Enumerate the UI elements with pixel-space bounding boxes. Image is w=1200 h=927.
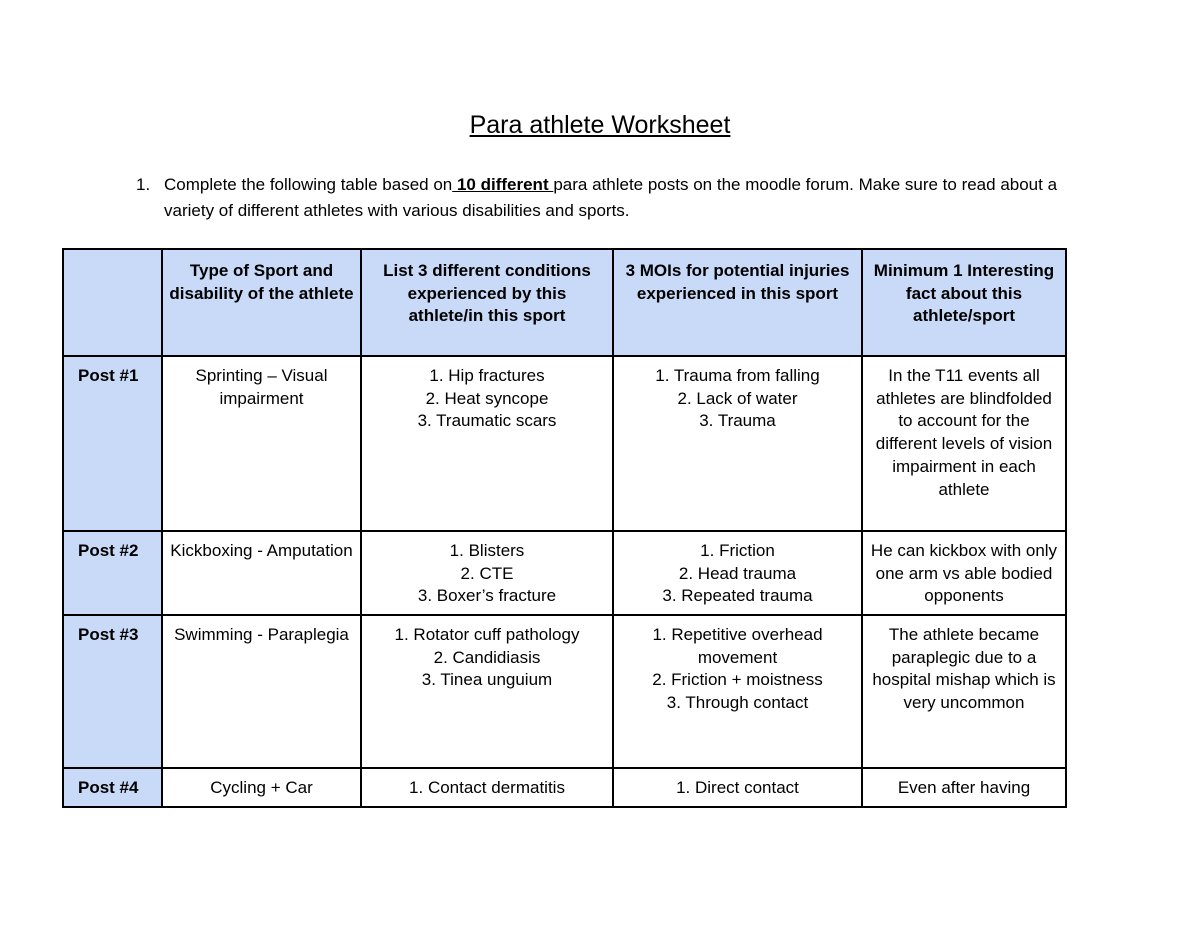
post-label: Post #2 [63, 531, 162, 615]
list-item: 1. Repetitive overhead movement [652, 625, 823, 667]
sport-cell: Swimming - Paraplegia [162, 615, 361, 768]
list-item: 1. Contact dermatitis [409, 778, 565, 797]
athlete-table [62, 248, 1067, 808]
table-row [63, 356, 1066, 531]
table-row [63, 768, 1066, 807]
fact-cell: The athlete became paraplegic due to a hospital mishap which is very uncommon [862, 615, 1066, 768]
header-cell-empty [63, 249, 162, 356]
table-row [63, 615, 1066, 768]
list-item: 2. CTE [460, 563, 514, 583]
list-item: 3. Repeated trauma [662, 586, 813, 606]
mois-cell [613, 615, 862, 768]
list-item: 2. Lack of water [677, 388, 798, 408]
conditions-cell [361, 531, 613, 615]
list-item: 3. Through contact [666, 693, 809, 713]
fact-cell: Even after having [862, 768, 1066, 807]
page-title: Para athlete Worksheet [469, 111, 731, 139]
list-item: 1. Friction [700, 541, 775, 560]
conditions-cell [361, 615, 613, 768]
header-row [63, 249, 1066, 356]
list-item: 1. Rotator cuff pathology [394, 625, 580, 644]
list-item: 3. Trauma [699, 411, 776, 431]
fact-cell: In the T11 events all athletes are blindfolded to account for the different levels of vision impairment in each athlete [862, 356, 1066, 531]
list-item: 3. Tinea unguium [421, 670, 553, 690]
mois-cell [613, 531, 862, 615]
list-item: 3. Traumatic scars [417, 411, 557, 431]
list-item: 2. Candidiasis [433, 647, 541, 667]
instruction-item [136, 172, 1096, 224]
mois-cell [613, 356, 862, 531]
instruction-emphasis: 10 different [452, 175, 554, 194]
post-label: Post #4 [63, 768, 162, 807]
table-row [63, 531, 1066, 615]
list-item: 1. Trauma from falling [655, 366, 820, 385]
conditions-cell [361, 356, 613, 531]
list-item: 3. Boxer’s fracture [417, 586, 557, 606]
header-cell-fact: Minimum 1 Interesting fact about this athlete/sport [862, 249, 1066, 356]
list-item: 1. Blisters [449, 541, 525, 560]
instruction-number: 1. [136, 175, 151, 194]
sport-cell: Cycling + Car [162, 768, 361, 807]
sport-cell: Sprinting – Visual impairment [162, 356, 361, 531]
instruction-before: Complete the following table based on [164, 175, 453, 194]
instruction-after: para athlete posts on the moodle forum. Make sure to read about a variety of different athletes with various disabilities and sports. [164, 175, 1058, 220]
list-item: 2. Friction + moistness [652, 670, 823, 690]
instruction-text [164, 172, 1096, 224]
list-item: 1. Direct contact [676, 778, 799, 797]
post-label: Post #3 [63, 615, 162, 768]
mois-cell [613, 768, 862, 807]
conditions-cell [361, 768, 613, 807]
list-item: 2. Head trauma [678, 563, 797, 583]
list-item: 1. Hip fractures [429, 366, 545, 385]
list-item: 2. Heat syncope [425, 388, 549, 408]
header-cell-mois: 3 MOIs for potential injuries experienced in this sport [613, 249, 862, 356]
fact-cell: He can kickbox with only one arm vs able bodied opponents [862, 531, 1066, 615]
post-label: Post #1 [63, 356, 162, 531]
header-cell-conditions: List 3 different conditions experienced by this athlete/in this sport [361, 249, 613, 356]
header-cell-sport: Type of Sport and disability of the athlete [162, 249, 361, 356]
sport-cell: Kickboxing - Amputation [162, 531, 361, 615]
